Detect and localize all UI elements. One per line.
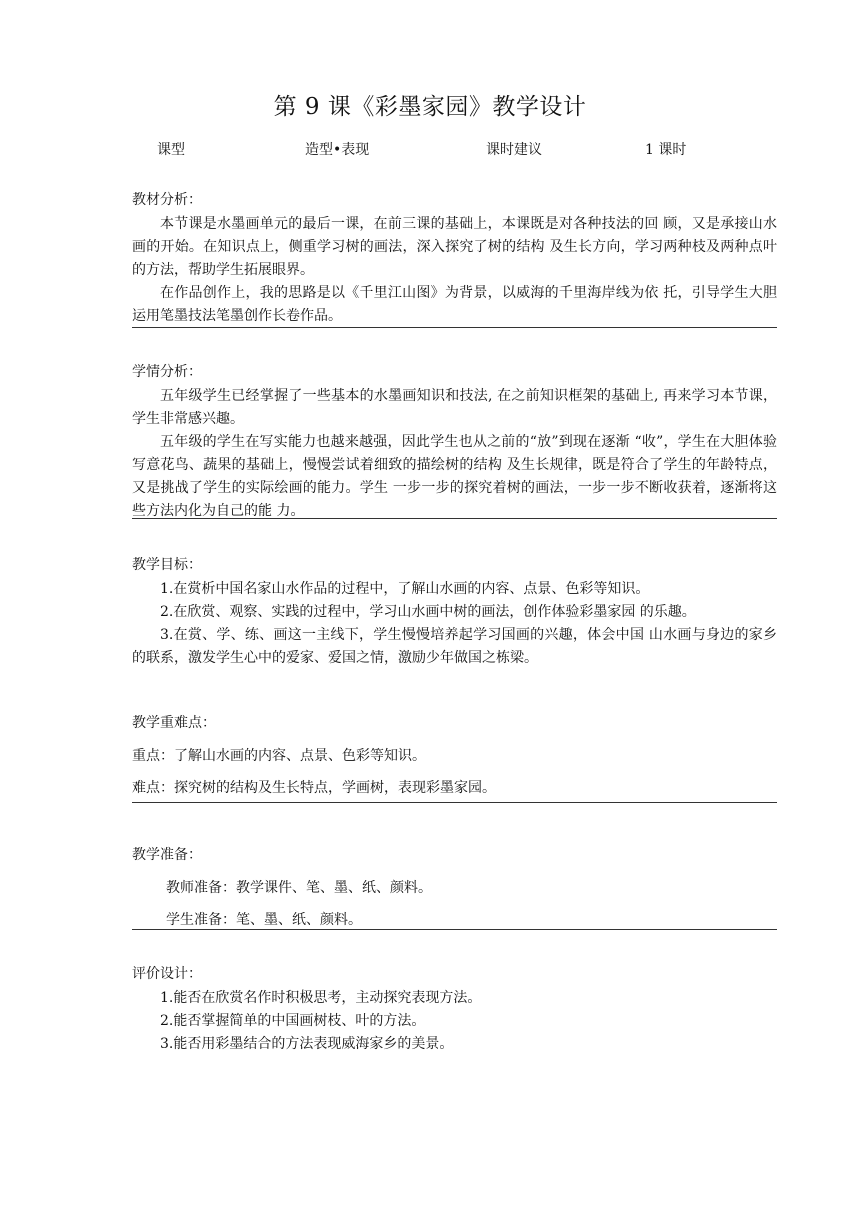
material-analysis-section	[132, 190, 777, 328]
teacher-prep-text: 教师准备：教学课件、笔、墨、纸、颜料。	[166, 880, 432, 896]
focus-text: 重点：了解山水画的内容、点景、色彩等知识。	[132, 748, 426, 764]
material-analysis-heading: 教材分析：	[132, 192, 202, 208]
lesson-type-value: 造型•表现	[305, 142, 370, 158]
goal-item: 2.在欣赏、观察、实践的过程中，学习山水画中树的画法，创作体验彩墨家园 的乐趣。	[160, 604, 696, 620]
teaching-goals-section	[132, 555, 777, 670]
teaching-goals-heading: 教学目标：	[132, 557, 202, 573]
key-points-heading: 教学重难点：	[132, 715, 216, 731]
learner-analysis-section	[132, 362, 777, 523]
evaluation-item: 3.能否用彩墨结合的方法表现威海家乡的美景。	[160, 1036, 454, 1052]
lesson-type-label: 课型	[157, 142, 185, 158]
lesson-hours-label: 课时建议	[486, 142, 542, 158]
learner-analysis-heading: 学情分析：	[132, 364, 202, 380]
evaluation-heading: 评价设计：	[132, 966, 202, 982]
difficulty-text: 难点：探究树的结构及生长特点，学画树，表现彩墨家园。	[132, 780, 496, 796]
key-points-section	[132, 713, 777, 800]
teaching-prep-heading: 教学准备：	[132, 847, 202, 863]
lesson-hours-value: 1 课时	[645, 142, 687, 158]
section-divider	[132, 802, 777, 803]
learner-analysis-paragraph: 五年级学生已经掌握了一些基本的水墨画知识和技法, 在之前知识框架的基础上, 再来学习本节课，学生非常感兴趣。	[132, 388, 777, 427]
material-analysis-paragraph: 本节课是水墨画单元的最后一课，在前三课的基础上，本课既是对各种技法的回 顾，又是承接山水画的开始。在知识点上，侧重学习树的画法，深入探究了树的结构 及生长方向，学习两种枝及两种点叶的方法，帮助学生拓展眼界。	[132, 216, 777, 278]
goal-item: 3.在赏、学、练、画这一主线下，学生慢慢培养起学习国画的兴趣，体会中国 山水画与身边的家乡的联系，激发学生心中的爱家、爱国之情，激励少年做国之栋梁。	[132, 627, 777, 666]
section-divider	[132, 327, 777, 328]
student-prep-text: 学生准备：笔、墨、纸、颜料。	[166, 912, 362, 928]
material-analysis-paragraph: 在作品创作上，我的思路是以《千里江山图》为背景，以威海的千里海岸线为依 托，引导学生大胆运用笔墨技法笔墨创作长卷作品。	[132, 285, 777, 324]
evaluation-section	[132, 964, 777, 1056]
evaluation-item: 1.能否在欣赏名作时积极思考，主动探究表现方法。	[160, 990, 482, 1006]
evaluation-item: 2.能否掌握简单的中国画树枝、叶的方法。	[160, 1013, 426, 1029]
learner-analysis-paragraph: 五年级的学生在写实能力也越来越强，因此学生也从之前的“放”到现在逐渐 “收”，学生在大胆体验写意花鸟、蔬果的基础上，慢慢尝试着细致的描绘树的结构 及生长规律，既是符合了学生的年龄特点，又是挑战了学生的实际绘画的能力。学生 一步一步的探究着树的画法，一步一步不断收获着，逐渐将这些方法内化为自己的能 力。	[132, 434, 777, 519]
teaching-prep-section	[132, 845, 777, 932]
section-divider	[132, 929, 777, 930]
goal-item: 1.在赏析中国名家山水作品的过程中，了解山水画的内容、点景、色彩等知识。	[160, 581, 650, 597]
section-divider	[132, 518, 777, 519]
document-title: 第 9 课《彩墨家园》教学设计	[273, 94, 587, 120]
